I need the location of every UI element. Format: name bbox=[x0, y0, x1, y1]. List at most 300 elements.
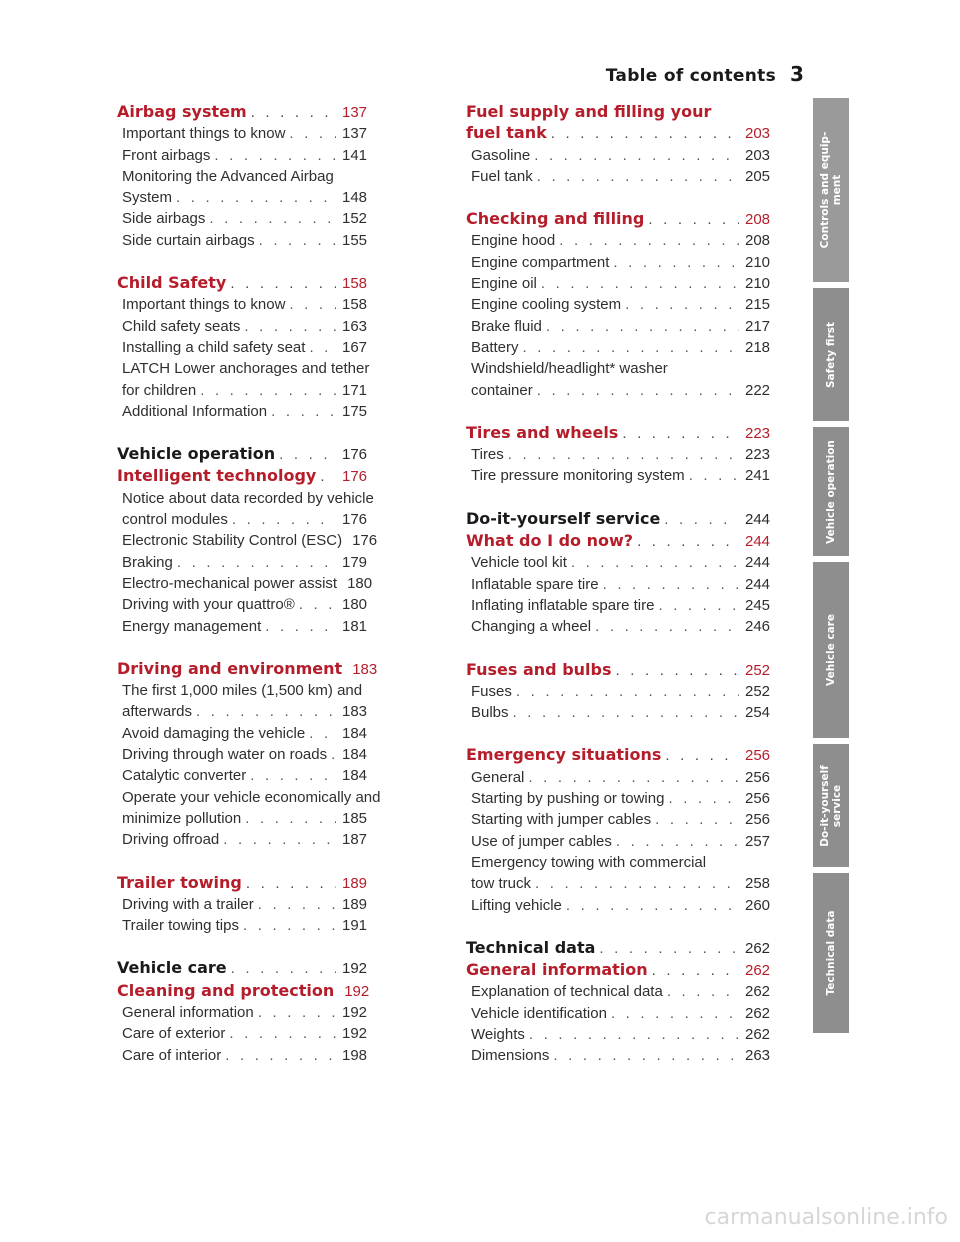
toc-entry-title: System bbox=[122, 189, 173, 207]
toc-page-number: 184 bbox=[342, 724, 368, 742]
toc-entry-title: Important things to know bbox=[122, 125, 286, 143]
toc-page-number: 258 bbox=[745, 875, 771, 893]
toc-entry[interactable] bbox=[117, 488, 376, 509]
toc-page-number: 179 bbox=[342, 553, 368, 571]
dot-leader bbox=[559, 230, 739, 251]
toc-entry[interactable] bbox=[466, 831, 779, 852]
toc-entry[interactable] bbox=[117, 808, 376, 829]
toc-entry[interactable] bbox=[466, 595, 779, 616]
dot-leader bbox=[523, 337, 739, 358]
section-tab-label: Safety first bbox=[825, 321, 837, 388]
toc-entry-title: Lifting vehicle bbox=[471, 896, 562, 914]
dot-leader bbox=[176, 187, 336, 208]
dot-leader bbox=[223, 829, 336, 850]
toc-entry-title: Emergency situations bbox=[466, 745, 662, 765]
dot-leader bbox=[516, 681, 739, 702]
toc-page-number: 189 bbox=[342, 895, 368, 913]
toc-entry-title: Additional Information bbox=[122, 402, 268, 420]
toc-page-number: 256 bbox=[745, 768, 771, 786]
toc-entry[interactable] bbox=[466, 702, 779, 723]
toc-entry[interactable] bbox=[117, 187, 376, 208]
toc-entry-title: Driving through water on roads bbox=[122, 746, 328, 764]
toc-entry-title: Tires bbox=[471, 446, 504, 464]
toc-page-number: 181 bbox=[342, 617, 368, 635]
toc-entry[interactable] bbox=[117, 509, 376, 530]
dot-leader bbox=[553, 1045, 739, 1066]
dot-leader bbox=[250, 765, 336, 786]
toc-entry[interactable] bbox=[117, 915, 376, 936]
toc-entry-title: Driving with a trailer bbox=[122, 895, 254, 913]
toc-entry-title: The first 1,000 miles (1,500 km) and bbox=[122, 682, 363, 700]
toc-page-number: 210 bbox=[745, 275, 771, 293]
section-gap bbox=[466, 187, 779, 208]
section-tab[interactable] bbox=[813, 427, 849, 556]
dot-leader bbox=[616, 831, 739, 852]
section-gap bbox=[117, 851, 376, 872]
toc-entry-title: Notice about data recorded by vehicle bbox=[122, 489, 374, 507]
section-gap bbox=[466, 638, 779, 659]
toc-page-number: 192 bbox=[342, 1003, 368, 1021]
dot-leader bbox=[259, 230, 336, 251]
toc-entry-title: Technical data bbox=[466, 937, 596, 957]
dot-leader bbox=[214, 145, 336, 166]
toc-entry-title: LATCH Lower anchorages and tether bbox=[122, 360, 370, 378]
dot-leader bbox=[251, 102, 336, 123]
toc-entry[interactable] bbox=[117, 208, 376, 229]
dot-leader bbox=[546, 316, 739, 337]
toc-entry-title: Starting by pushing or towing bbox=[471, 790, 665, 808]
toc-page-number: 254 bbox=[745, 704, 771, 722]
toc-entry-title: Emergency towing with commercial bbox=[471, 853, 707, 871]
section-tabs bbox=[813, 98, 849, 1039]
toc-entry[interactable] bbox=[117, 145, 376, 166]
toc-page-number: 244 bbox=[745, 510, 771, 528]
toc-entry-title: Checking and filling bbox=[466, 209, 645, 229]
dot-leader bbox=[652, 960, 739, 981]
dot-leader bbox=[309, 723, 336, 744]
dot-leader bbox=[209, 208, 336, 229]
section-tab-label: Technical data bbox=[825, 910, 837, 996]
section-tab[interactable] bbox=[813, 562, 849, 738]
toc-page-number: 260 bbox=[745, 896, 771, 914]
toc-entry[interactable] bbox=[117, 380, 376, 401]
toc-entry[interactable] bbox=[117, 230, 376, 251]
toc-entry[interactable] bbox=[117, 573, 376, 594]
toc-page-number: 192 bbox=[342, 960, 368, 978]
dot-leader bbox=[566, 895, 739, 916]
toc-page-number: 223 bbox=[745, 424, 771, 442]
toc-page-number: 183 bbox=[342, 703, 368, 721]
toc-page-number: 210 bbox=[745, 253, 771, 271]
toc-entry[interactable] bbox=[466, 230, 779, 251]
toc-chapter-heading[interactable] bbox=[117, 980, 376, 1002]
dot-leader bbox=[258, 1002, 336, 1023]
toc-entry-title: Catalytic converter bbox=[122, 767, 247, 785]
toc-page-number: 141 bbox=[342, 146, 368, 164]
dot-leader bbox=[603, 574, 739, 595]
toc-chapter-heading[interactable] bbox=[466, 101, 779, 122]
toc-page-number: 152 bbox=[342, 210, 368, 228]
toc-page-number: 257 bbox=[745, 832, 771, 850]
toc-page-number: 191 bbox=[342, 917, 368, 935]
toc-entry[interactable] bbox=[466, 788, 779, 809]
toc-chapter-heading[interactable] bbox=[466, 530, 779, 552]
toc-entry-title: Explanation of technical data bbox=[471, 983, 663, 1001]
section-gap bbox=[466, 487, 779, 508]
dot-leader bbox=[231, 958, 336, 979]
toc-entry-title: control modules bbox=[122, 511, 228, 529]
toc-page-number: 262 bbox=[745, 983, 771, 1001]
toc-entry[interactable] bbox=[117, 358, 376, 379]
toc-entry[interactable] bbox=[117, 294, 376, 315]
toc-entry-title: Trailer towing tips bbox=[122, 917, 239, 935]
toc-page-number: 198 bbox=[342, 1046, 368, 1064]
watermark: carmanualsonline.info bbox=[704, 1205, 948, 1230]
toc-page-number: 158 bbox=[342, 296, 368, 314]
toc-entry-title: for children bbox=[122, 381, 197, 399]
toc-entry-title: tow truck bbox=[471, 875, 532, 893]
toc-entry[interactable] bbox=[117, 829, 376, 850]
dot-leader bbox=[289, 294, 336, 315]
toc-entry-title: Electro-mechanical power assist bbox=[122, 574, 338, 592]
toc-entry[interactable] bbox=[466, 1045, 779, 1066]
toc-chapter-heading[interactable] bbox=[466, 208, 779, 230]
toc-entry-title: Cleaning and protection bbox=[117, 980, 335, 1000]
dot-leader bbox=[299, 594, 336, 615]
toc-entry-title: Front airbags bbox=[122, 146, 211, 164]
toc-section-heading[interactable] bbox=[466, 508, 779, 530]
toc-entry[interactable] bbox=[117, 744, 376, 765]
section-gap bbox=[117, 637, 376, 658]
dot-leader bbox=[271, 401, 336, 422]
toc-chapter-heading[interactable] bbox=[117, 872, 376, 894]
section-tab[interactable] bbox=[813, 98, 849, 282]
toc-entry-title: minimize pollution bbox=[122, 809, 242, 827]
toc-entry-title: Dimensions bbox=[471, 1047, 550, 1065]
toc-page-number: 158 bbox=[342, 275, 368, 293]
toc-entry[interactable] bbox=[466, 465, 779, 486]
toc-entry[interactable] bbox=[117, 701, 376, 722]
toc-entry-title: Vehicle operation bbox=[117, 444, 276, 464]
toc-entry-title: Windshield/headlight* washer bbox=[471, 360, 668, 378]
toc-page-number: 203 bbox=[745, 125, 771, 143]
toc-entry-title: General bbox=[471, 768, 525, 786]
toc-page-number: 183 bbox=[352, 660, 378, 678]
toc-chapter-heading[interactable] bbox=[466, 959, 779, 981]
toc-page-number: 252 bbox=[745, 661, 771, 679]
toc-entry-title: Airbag system bbox=[117, 102, 247, 121]
dot-leader bbox=[655, 809, 739, 830]
toc-entry-title: Inflating inflatable spare tire bbox=[471, 596, 655, 614]
toc-page-number: 205 bbox=[745, 167, 771, 185]
toc-entry-title: Vehicle tool kit bbox=[471, 554, 567, 572]
page-number: 3 bbox=[790, 62, 804, 86]
section-gap bbox=[117, 936, 376, 957]
section-gap bbox=[117, 251, 376, 272]
toc-entry[interactable] bbox=[466, 145, 779, 166]
toc-entry-title: Important things to know bbox=[122, 296, 286, 314]
toc-entry-title: Avoid damaging the vehicle bbox=[122, 724, 306, 742]
toc-entry-title: Engine hood bbox=[471, 232, 556, 250]
section-gap bbox=[466, 723, 779, 744]
dot-leader bbox=[243, 915, 336, 936]
toc-entry-title: Installing a child safety seat bbox=[122, 338, 306, 356]
toc-chapter-heading[interactable] bbox=[117, 658, 376, 680]
toc-entry[interactable] bbox=[466, 1003, 779, 1024]
toc-entry-title: fuel tank bbox=[466, 123, 547, 143]
toc-page-number: 163 bbox=[342, 317, 368, 335]
dot-leader bbox=[616, 660, 739, 681]
toc-entry[interactable] bbox=[466, 316, 779, 337]
toc-entry[interactable] bbox=[466, 380, 779, 401]
toc-entry-title: Tire pressure monitoring system bbox=[471, 467, 685, 485]
toc-page-number: 180 bbox=[347, 574, 373, 592]
toc-page-number: 263 bbox=[745, 1047, 771, 1065]
toc-entry-title: Engine cooling system bbox=[471, 296, 622, 314]
toc-chapter-heading[interactable] bbox=[117, 101, 376, 123]
toc-entry-title: afterwards bbox=[122, 703, 193, 721]
dot-leader bbox=[665, 745, 739, 766]
section-tab-label: Vehicle care bbox=[825, 614, 837, 686]
toc-entry-title: Fuel tank bbox=[471, 167, 533, 185]
toc-page-number: 244 bbox=[745, 533, 771, 551]
toc-entry[interactable] bbox=[466, 767, 779, 788]
toc-page-number: 246 bbox=[745, 618, 771, 636]
dot-leader bbox=[177, 552, 336, 573]
toc-page-number: 189 bbox=[342, 874, 368, 892]
section-tab-label: Vehicle operation bbox=[825, 439, 837, 544]
toc-entry[interactable] bbox=[117, 616, 376, 637]
toc-entry-title: Care of interior bbox=[122, 1046, 222, 1064]
toc-entry[interactable] bbox=[117, 530, 376, 551]
toc-entry[interactable] bbox=[466, 981, 779, 1002]
dot-leader bbox=[508, 444, 739, 465]
toc-entry-title: Driving offroad bbox=[122, 831, 220, 849]
toc-page-number: 187 bbox=[342, 831, 368, 849]
dot-leader bbox=[611, 1003, 739, 1024]
toc-entry-title: Battery bbox=[471, 338, 519, 356]
toc-entry[interactable] bbox=[466, 809, 779, 830]
toc-entry-title: Driving and environment bbox=[117, 658, 343, 678]
toc-page-number: 137 bbox=[342, 125, 368, 143]
toc-entry[interactable] bbox=[466, 294, 779, 315]
toc-entry-title: Braking bbox=[122, 553, 173, 571]
toc-page-number: 208 bbox=[745, 211, 771, 229]
toc-chapter-heading[interactable] bbox=[466, 122, 779, 144]
section-gap bbox=[466, 916, 779, 937]
dot-leader bbox=[529, 1024, 739, 1045]
toc-entry-title: Energy management bbox=[122, 617, 262, 635]
toc-page-number: 262 bbox=[745, 1004, 771, 1022]
toc-page-number: 215 bbox=[745, 296, 771, 314]
toc-entry[interactable] bbox=[466, 616, 779, 637]
toc-chapter-heading[interactable] bbox=[466, 744, 779, 766]
toc-entry[interactable] bbox=[466, 252, 779, 273]
toc-entry[interactable] bbox=[466, 273, 779, 294]
toc-entry[interactable] bbox=[466, 681, 779, 702]
toc-page-number: 155 bbox=[342, 231, 368, 249]
toc-entry[interactable] bbox=[117, 1045, 376, 1066]
toc-entry-title: What do I do now? bbox=[466, 531, 634, 551]
dot-leader bbox=[245, 808, 336, 829]
dot-leader bbox=[225, 1045, 336, 1066]
dot-leader bbox=[648, 209, 739, 230]
toc-page-number: 217 bbox=[745, 317, 771, 335]
dot-leader bbox=[534, 145, 739, 166]
toc-page-number: 192 bbox=[342, 1025, 368, 1043]
dot-leader bbox=[668, 788, 739, 809]
toc-page-number: 256 bbox=[745, 811, 771, 829]
dot-leader bbox=[667, 981, 739, 1002]
toc-entry[interactable] bbox=[117, 166, 376, 187]
toc-page-number: 256 bbox=[745, 747, 771, 765]
dot-leader bbox=[230, 273, 336, 294]
toc-entry-title: Fuses bbox=[471, 682, 512, 700]
section-tab-label: Do-it-yourself service bbox=[819, 764, 843, 847]
toc-page-number: 192 bbox=[344, 982, 370, 1000]
toc-page-number: 148 bbox=[342, 189, 368, 207]
dot-leader bbox=[232, 509, 336, 530]
toc-entry-title: Fuel supply and filling your bbox=[466, 102, 712, 121]
toc-entry-title: Care of exterior bbox=[122, 1025, 226, 1043]
toc-entry-title: Gasoline bbox=[471, 146, 531, 164]
dot-leader bbox=[196, 701, 336, 722]
toc-entry[interactable] bbox=[466, 852, 779, 873]
toc-entry[interactable] bbox=[117, 594, 376, 615]
toc-entry-title: Intelligent technology bbox=[117, 466, 317, 486]
toc-entry-title: Vehicle identification bbox=[471, 1004, 607, 1022]
dot-leader bbox=[664, 509, 739, 530]
toc-entry-title: Monitoring the Advanced Airbag bbox=[122, 167, 334, 185]
toc-entry[interactable] bbox=[466, 873, 779, 894]
toc-page-number: 244 bbox=[745, 554, 771, 572]
toc-entry[interactable] bbox=[466, 895, 779, 916]
toc-entry-title: Weights bbox=[471, 1025, 525, 1043]
toc-entry-title: Side curtain airbags bbox=[122, 231, 255, 249]
toc-chapter-heading[interactable] bbox=[466, 422, 779, 444]
toc-entry[interactable] bbox=[466, 444, 779, 465]
dot-leader bbox=[244, 316, 336, 337]
toc-entry[interactable] bbox=[117, 316, 376, 337]
toc-chapter-heading[interactable] bbox=[466, 659, 779, 681]
toc-page-number: 256 bbox=[745, 790, 771, 808]
toc-page-number: 262 bbox=[745, 1025, 771, 1043]
dot-leader bbox=[246, 873, 336, 894]
toc-entry-title: General information bbox=[466, 960, 648, 980]
toc-page-number: 208 bbox=[745, 232, 771, 250]
toc-entry-title: Do-it-yourself service bbox=[466, 508, 661, 528]
toc-section-heading[interactable] bbox=[117, 443, 376, 465]
toc-entry-title: Child Safety bbox=[117, 273, 227, 293]
toc-entry-title: Engine compartment bbox=[471, 253, 610, 271]
toc-entry[interactable] bbox=[466, 166, 779, 187]
toc-chapter-heading[interactable] bbox=[117, 272, 376, 294]
toc-section-heading[interactable] bbox=[466, 937, 779, 959]
toc-right-column bbox=[466, 101, 779, 1067]
toc-entry[interactable] bbox=[117, 787, 381, 808]
running-header: Table of contents bbox=[605, 66, 776, 86]
toc-entry[interactable] bbox=[466, 358, 779, 379]
toc-entry-title: Bulbs bbox=[471, 704, 509, 722]
dot-leader bbox=[289, 123, 336, 144]
dot-leader bbox=[599, 938, 739, 959]
toc-section-heading[interactable] bbox=[117, 957, 376, 979]
toc-page-number: 176 bbox=[342, 468, 368, 486]
dot-leader bbox=[622, 423, 739, 444]
toc-entry-title: Vehicle care bbox=[117, 958, 227, 978]
toc-page-number: 245 bbox=[745, 596, 771, 614]
dot-leader bbox=[309, 337, 336, 358]
toc-entry[interactable] bbox=[466, 1024, 779, 1045]
toc-entry-title: Engine oil bbox=[471, 275, 537, 293]
toc-entry-title: General information bbox=[122, 1003, 254, 1021]
toc-entry[interactable] bbox=[466, 552, 779, 573]
dot-leader bbox=[625, 294, 739, 315]
dot-leader bbox=[537, 380, 739, 401]
toc-entry[interactable] bbox=[117, 401, 376, 422]
toc-entry[interactable] bbox=[466, 337, 779, 358]
dot-leader bbox=[200, 380, 336, 401]
toc-entry[interactable] bbox=[466, 574, 779, 595]
toc-page-number: 137 bbox=[342, 104, 368, 121]
dot-leader bbox=[613, 252, 739, 273]
toc-entry[interactable] bbox=[117, 1002, 376, 1023]
toc-entry[interactable] bbox=[117, 552, 376, 573]
toc-page-number: 262 bbox=[745, 939, 771, 957]
dot-leader bbox=[513, 702, 739, 723]
toc-entry[interactable] bbox=[117, 680, 376, 701]
dot-leader bbox=[535, 873, 739, 894]
toc-entry[interactable] bbox=[117, 765, 376, 786]
toc-page-number: 185 bbox=[342, 809, 368, 827]
dot-leader bbox=[265, 616, 336, 637]
toc-entry[interactable] bbox=[117, 723, 376, 744]
toc-entry-title: Tires and wheels bbox=[466, 422, 619, 442]
dot-leader bbox=[658, 595, 739, 616]
section-tab-label: Controls and equip- ment bbox=[819, 131, 843, 249]
toc-entry[interactable] bbox=[117, 337, 376, 358]
toc-chapter-heading[interactable] bbox=[117, 465, 376, 487]
toc-page-number: 241 bbox=[745, 467, 771, 485]
toc-entry-title: Use of jumper cables bbox=[471, 832, 612, 850]
section-tab[interactable] bbox=[813, 744, 849, 867]
dot-leader bbox=[258, 894, 336, 915]
toc-entry-title: Child safety seats bbox=[122, 317, 241, 335]
toc-page-number: 184 bbox=[342, 746, 368, 764]
toc-entry-title: container bbox=[471, 381, 533, 399]
section-gap bbox=[466, 401, 779, 422]
toc-page-number: 167 bbox=[342, 338, 368, 356]
dot-leader bbox=[637, 531, 739, 552]
toc-entry-title: Brake fluid bbox=[471, 317, 542, 335]
toc-page-number: 244 bbox=[745, 575, 771, 593]
toc-entry-title: Fuses and bulbs bbox=[466, 659, 612, 679]
toc-entry-title: Driving with your quattro® bbox=[122, 596, 295, 614]
toc-left-column bbox=[117, 101, 381, 1066]
toc-entry-title: Side airbags bbox=[122, 210, 206, 228]
section-tab[interactable] bbox=[813, 873, 849, 1033]
section-tab[interactable] bbox=[813, 288, 849, 421]
dot-leader bbox=[320, 466, 336, 487]
section-gap bbox=[117, 422, 376, 443]
toc-entry-title: Starting with jumper cables bbox=[471, 811, 652, 829]
toc-entry[interactable] bbox=[117, 1023, 376, 1044]
toc-entry[interactable] bbox=[117, 123, 376, 144]
dot-leader bbox=[689, 465, 739, 486]
toc-entry[interactable] bbox=[117, 894, 376, 915]
toc-page-number: 184 bbox=[342, 767, 368, 785]
dot-leader bbox=[331, 744, 336, 765]
